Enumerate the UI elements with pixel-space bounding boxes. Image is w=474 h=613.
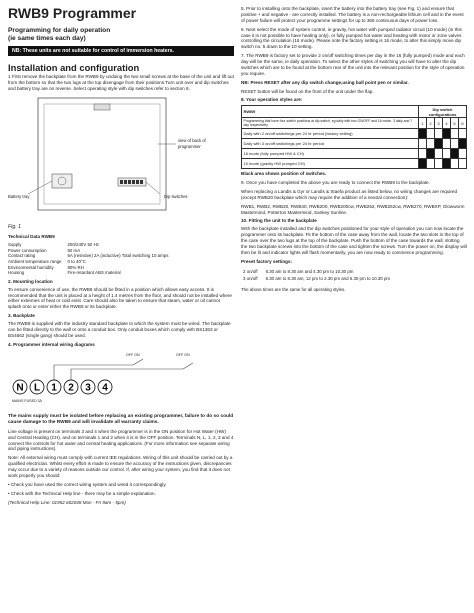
nb-reset: NB: Press RESET after any dip switch change,using ball point pen or similar. — [241, 79, 409, 85]
sw-footnote: Black area shows position of switches. — [241, 171, 327, 177]
sw-sub-note: Programming that have four switch positions at dip switch, eg daily with two ON/OFF and 16 mode. 3 daily and 7 day respectively — [242, 118, 419, 129]
preset-footnote: The above times are the same for all operating styles. — [241, 286, 346, 292]
bullet-2: • Check with the Technical Help line - there may be a simple explanation. — [8, 490, 156, 496]
section-8-heading: 8. Your operation styles are: — [241, 97, 303, 103]
wiring-diagram — [8, 351, 234, 411]
switch-cell — [419, 129, 427, 139]
para-10: With the backplate installed and the dip switches positioned for your style of operation you can now locate the programmer onto its backplate. Fit the bottom of the case away from the wall, locate the two slots in the top of the case over the two lugs at the top of the backplate. Push the bottom of the case towards the wall, slotting the two backplate screws into the bottom of the case and tighten the screws. Turn the power on, the display will then be lit and indicator lights will flash momentarily, you are now ready to commence programming. — [241, 226, 467, 255]
switch-cell — [443, 149, 451, 159]
warning-text: The mains supply must be isolated before replacing an existing programmer, failure to do so could cause damage to the RWB9 and will invalidate all warranty claims. — [8, 413, 234, 425]
tech-value: 80% RH — [67, 264, 84, 270]
terminal-label: 4 — [102, 382, 108, 393]
preset-table — [241, 267, 398, 284]
section-2-heading: 2. Mounting location — [8, 278, 53, 284]
label-dip-switches: Dip switches — [164, 194, 188, 200]
terminal-label: 3 — [85, 382, 91, 393]
tech-label: Power consumption — [8, 247, 47, 253]
switch-cell — [459, 159, 467, 169]
off-on-left: OFF ON — [126, 352, 140, 357]
switch-cell — [459, 149, 467, 159]
switch-cell — [427, 159, 435, 169]
switch-symbol — [133, 359, 143, 365]
mains-label: MAINS FUSED 3A — [12, 398, 42, 403]
switch-cell — [419, 159, 427, 169]
section-10-heading: 10. Fitting the unit to the backplate — [241, 218, 317, 224]
switch-number: 4 — [443, 118, 451, 129]
tech-label: Environmental humidity — [8, 264, 54, 270]
para-7: 7. The RWB9 is factory set to provide 2 on/off switching times per day in the 16 (fully pumped) mode and each day will be the same, ie daily operation. To select the other styles of switching you will have to alter the dip switches which are to be found at the bottom rear of the unit into the relevant position for the style of operation you require. — [241, 53, 465, 76]
tech-value: 6A (resistive) 2A (inductive) Total switching 10 amps — [67, 253, 169, 259]
switch-cell — [451, 129, 459, 139]
preset-times: 6.30 am to 8.30 am, 12 pm to 2.30 pm and 5.30 pm to 10.30 pm — [265, 276, 391, 282]
figure-1 — [8, 94, 234, 222]
tech-label: Housing — [8, 270, 25, 276]
switch-row — [242, 159, 467, 169]
tech-value: 50 mA — [67, 247, 81, 253]
switch-number: 3 — [435, 118, 443, 129]
tech-heading: Technical Data RWB9 — [8, 234, 55, 240]
switch-cell — [451, 139, 459, 149]
switch-symbol — [183, 363, 193, 369]
switch-cell — [443, 139, 451, 149]
section-4-heading: 4. Programmer internal wiring diagrams — [8, 341, 95, 347]
switch-cell — [435, 129, 443, 139]
switch-number: 5 — [451, 118, 459, 129]
off-on-right: OFF ON — [176, 352, 190, 357]
terminal-label: L — [33, 382, 41, 393]
switch-number: 6 — [459, 118, 467, 129]
preset-label: 2 on/off — [243, 268, 258, 274]
preset-times: 6.30 am to 8.30 am and 4.30 pm to 10.30 pm — [265, 268, 354, 274]
terminal-label: N — [16, 382, 24, 393]
switch-row-label: Daily with 3 on/off switchings per 24 hr period — [242, 139, 419, 149]
switch-cell — [435, 139, 443, 149]
para-9b: When replacing a Landis & Gyr or Landis & Staefa product as listed below, no wiring changes are required (except RWB20 backplate which may require the addition of a neutral connection): — [241, 188, 458, 200]
tech-value: 200/240V 50 Hz — [67, 242, 99, 247]
page-title: RWB9 Programmer — [8, 5, 137, 21]
left-column — [8, 0, 234, 508]
dip-switch-table — [241, 105, 467, 169]
tech-value: Fire-retardant ABS material — [67, 270, 121, 276]
wiring-line — [71, 369, 183, 380]
preset-row — [243, 269, 396, 275]
tech-label: Supply — [8, 242, 22, 247]
switch-cell — [427, 139, 435, 149]
switch-cell — [459, 139, 467, 149]
sw-head-left: RWB9 — [242, 106, 419, 118]
switch-cell — [443, 129, 451, 139]
switch-cell — [459, 129, 467, 139]
section-3-text: The RWB9 is supplied with the industry standard backplate to which the system must be wired. The backplate can be fitted directly to the wall or onto a conduit box. Only conduit boxes which comply with BS1363 or BS4662 (single gang) should be used. — [8, 321, 231, 338]
note-text: Note: All external wiring must comply with current IEE regulations. Wiring of this unit should be carried out by a qualified electrician. Whilst every effort is made to ensure the accuracy of the instructions given, discrepancies may occur due to a variety of reasons outside our control. If, after wiring your system, you find that it does not work properly you should: — [8, 455, 233, 478]
preset-heading: Preset factory settings: — [241, 258, 293, 264]
subtitle-line-2: (ie same times each day) — [8, 34, 86, 42]
helpline-text: (Technical Help Line: 01952 602048 Mon - Fri 9am - 5pm) — [8, 499, 126, 505]
line-voltage-text: Line voltage is present on terminals 3 and 4 when the programmer is in the ON position for Hot Water (HW) and Central Heating (CH), and on terminals 1 and 2 when it is in the OFF position. Terminals N, L, 1, 2, 3 and 4 connect the controls for hot water and central heating applications. (For more information see separate wiring and piping instructions). — [8, 428, 234, 452]
terminal-label: 1 — [51, 382, 57, 393]
switch-row-label: 10 mode (gravity HW pumped CH) — [242, 159, 419, 169]
para-9c: RWB1, RWB2, RWB20, RWB40, RWB200, RWB200cw, RWB252, RWB252cw, RWB270, RWBXP, Glowworm Mastermind, Potterton Mastermind, Sankey Sunline. — [241, 203, 465, 215]
section-3-heading: 3. Backplate — [8, 313, 35, 319]
subtitle — [8, 27, 234, 42]
switch-row-label: 16 mode (fully pumped HW & CH) — [242, 149, 419, 159]
switch-cell — [443, 159, 451, 169]
para-1: 1 First remove the backplate from the RWB9 by undoing the two small screws at the base of the unit and lift out from the bottom so that the two lugs at the top disengage from their positions.Turn unit over and dip switches and battery tray are on reverse. Select operating style with dip switches refer to section 8. — [8, 73, 234, 91]
programmer-back-drawing — [8, 94, 234, 222]
tech-table — [8, 242, 174, 276]
switch-cell — [427, 129, 435, 139]
switch-cell — [427, 149, 435, 159]
switch-number: 2 — [427, 118, 435, 129]
terminal-label: 2 — [68, 382, 74, 393]
subtitle-line-1: Programming for daily operation — [8, 27, 111, 34]
bullet-1: • Check you have used the correct wiring system and wired it correspondingly. — [8, 481, 167, 487]
tech-row — [8, 270, 174, 276]
switch-cell — [435, 149, 443, 159]
switch-row — [242, 139, 467, 149]
tech-label: Contact rating — [8, 253, 36, 259]
wiring-line — [54, 365, 133, 380]
switch-cell — [451, 159, 459, 169]
tech-value: 0 to 40°C — [67, 258, 86, 264]
reset-line: RESET button will be found on the front of the unit under the flap. — [241, 88, 374, 94]
label-battery-tray: Battery tray — [8, 194, 30, 200]
label-view-back: view of back of programmer — [178, 138, 206, 149]
switch-row — [242, 129, 467, 139]
para-6: 6. Next select the mode of system control, ie gravity, hot water with pumped radiator circuit (10 mode) (in this case it is not possible to have heating only), or fully pumped hot water and heating with motor or zone valves controlling the circulation (16 mode). Please note the factory setting is 16 mode, to alter this simply move dip switch no. 5 down to the 10 setting. — [241, 26, 462, 50]
preset-label: 3 on/off — [243, 276, 258, 282]
preset-row — [243, 276, 396, 282]
switch-row-label: Daily with 2 on/off switchings per 24 hr period (factory setting) — [242, 129, 419, 139]
sw-head-right: Dip switch configurations — [419, 106, 467, 118]
switch-cell — [451, 149, 459, 159]
switch-cell — [435, 159, 443, 169]
switch-number: 1 — [419, 118, 427, 129]
section-2-text: To ensure convenience of use, the RWB9 should be fitted in a position which allows easy access. It is recommended that the unit is placed at a height of 1.4 metres from the floor, and should not be installed where either extremes of heat or cold exist. Care should also be taken to ensure that steam, water or oil cannot splash onto or enter either the RWB9 or its backplate. — [8, 286, 232, 310]
tech-label: Ambient temperature range — [8, 258, 62, 264]
install-heading: Installation and configuration — [8, 61, 140, 73]
para-5: 5. Prior to installing onto the backplate, insert the battery into the battery tray (see Fig. 1) and ensure that positive + and negative - are correctly installed. The battery is a non-rechargeable lithium cell and in the event of power failure will protect your programme settings for up to 365 continuous days of power loss. — [241, 6, 464, 23]
switch-cell — [419, 149, 427, 159]
nb-banner: NB: These units are not suitable for control of immersion heaters. — [8, 46, 234, 56]
switch-cell — [419, 139, 427, 149]
right-column — [241, 6, 467, 295]
para-9: 9. Once you have completed the above you are ready to connect the RWB9 to the backplate. — [241, 180, 430, 186]
figure-caption: Fig. 1 — [8, 224, 21, 231]
switch-row — [242, 149, 467, 159]
